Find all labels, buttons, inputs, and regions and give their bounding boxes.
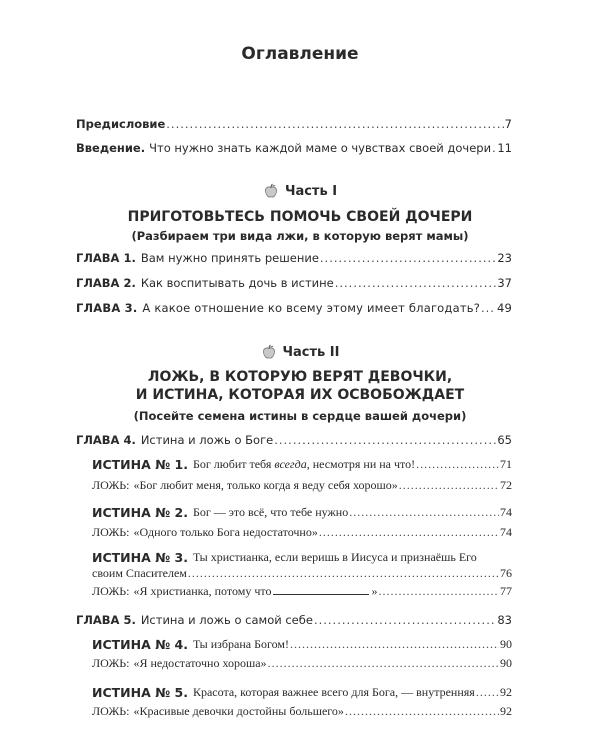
entry-label-bold: Введение. [76, 141, 146, 155]
page-number: 37 [497, 276, 512, 290]
truth-label: ИСТИНА № 5. [92, 685, 188, 700]
page-number: 76 [500, 566, 512, 580]
page-number: 11 [497, 141, 512, 155]
toc-entry-lie-1[interactable] [92, 478, 512, 493]
part-1-title: ПРИГОТОВЬТЕСЬ ПОМОЧЬ СВОЕЙ ДОЧЕРИ [127, 209, 473, 225]
fill-in-blank [273, 584, 369, 595]
lie-text: «Красивые девочки достойны большего» [133, 704, 344, 718]
page-number: 83 [497, 613, 512, 627]
leader-dots [349, 505, 499, 520]
page-number: 71 [500, 457, 512, 471]
lie-label: ЛОЖЬ: [92, 704, 130, 718]
page-title: Оглавление [241, 44, 359, 64]
toc-entry-truth-2[interactable] [92, 505, 512, 520]
part-2-title-line-1: ЛОЖЬ, В КОТОРУЮ ВЕРЯТ ДЕВОЧКИ, [147, 369, 453, 385]
leader-dots [481, 301, 496, 315]
chapter-number: ГЛАВА 1. [76, 251, 136, 265]
toc-entry-truth-3-line-1[interactable] [92, 550, 512, 565]
chapter-title: Как воспитывать дочь в истине [140, 276, 334, 290]
truth-text: своим Спасителем [92, 566, 187, 580]
toc-entry-lie-2[interactable] [92, 525, 512, 540]
page-number: 92 [500, 704, 512, 718]
toc-entry-preface[interactable] [76, 117, 512, 131]
page-number: 90 [500, 637, 512, 651]
part-label: Часть II [282, 344, 340, 360]
leader-dots [319, 525, 499, 540]
truth-label: ИСТИНА № 1. [92, 457, 188, 472]
toc-entry-lie-4[interactable] [92, 656, 512, 671]
toc-entry-chapter-3[interactable] [76, 301, 512, 315]
truth-text: Бог любит тебя всегда, несмотря ни на что! [192, 457, 416, 471]
toc-entry-lie-5[interactable] [92, 704, 512, 719]
apple-icon [261, 344, 277, 360]
leader-dots [416, 457, 499, 472]
chapter-number: ГЛАВА 3. [76, 301, 138, 315]
lie-text: «Я недостаточно хороша» [133, 656, 267, 670]
page-number: 74 [500, 505, 512, 519]
part-2-title-line-2: И ИСТИНА, КОТОРАЯ ИХ ОСВОБОЖДАЕТ [135, 387, 465, 403]
leader-dots [335, 276, 497, 290]
truth-label: ИСТИНА № 4. [92, 637, 188, 652]
toc-entry-truth-5[interactable] [92, 685, 512, 700]
chapter-title: Истина и ложь о Боге [140, 433, 274, 447]
page-number: 77 [500, 584, 512, 598]
truth-label: ИСТИНА № 2. [92, 505, 188, 520]
toc-entry-chapter-1[interactable] [76, 251, 512, 265]
lie-label: ЛОЖЬ: [92, 525, 130, 539]
leader-dots [492, 141, 496, 155]
leader-dots [188, 566, 499, 581]
entry-label: Что нужно знать каждой маме о чувствах своей дочери [149, 141, 492, 155]
part-2-subtitle: (Посейте семена истины в сердце вашей дочери) [133, 409, 467, 423]
page-number: 7 [504, 117, 512, 131]
leader-dots [274, 433, 496, 447]
toc-entry-lie-3[interactable] [92, 584, 512, 599]
chapter-number: ГЛАВА 5. [76, 613, 136, 627]
chapter-title: А какое отношение ко всему этому имеет благодать? [142, 301, 480, 315]
part-1-subtitle: (Разбираем три вида лжи, в которую верят мамы) [131, 229, 469, 243]
truth-text: Ты христианка, если веришь в Иисуса и признаёшь Его [192, 550, 477, 564]
part-2-heading [0, 344, 600, 360]
chapter-title: Истина и ложь о самой себе [140, 613, 313, 627]
page-number: 92 [500, 685, 512, 699]
part-1-heading [0, 183, 600, 199]
truth-text: Бог — это всё, что тебе нужно [192, 505, 349, 519]
chapter-number: ГЛАВА 4. [76, 433, 136, 447]
leader-dots [268, 656, 499, 671]
chapter-title: Вам нужно принять решение [140, 251, 319, 265]
truth-label: ИСТИНА № 3. [92, 550, 188, 565]
toc-entry-truth-1[interactable] [92, 457, 512, 472]
chapter-number: ГЛАВА 2. [76, 276, 136, 290]
page-number: 49 [496, 301, 512, 315]
entry-label: Предисловие [76, 117, 166, 131]
leader-dots [399, 478, 499, 493]
toc-entry-truth-4[interactable] [92, 637, 512, 652]
toc-entry-introduction[interactable] [76, 141, 512, 155]
leader-dots [320, 251, 496, 265]
truth-text: Ты избрана Богом! [192, 637, 289, 651]
toc-entry-chapter-2[interactable] [76, 276, 512, 290]
leader-dots [378, 584, 499, 599]
leader-dots [290, 637, 499, 652]
toc-entry-truth-3-line-2[interactable] [92, 566, 512, 581]
page-number: 72 [500, 478, 512, 492]
apple-icon [263, 183, 279, 199]
page-number: 90 [500, 656, 512, 670]
toc-entry-chapter-4[interactable] [76, 433, 512, 447]
lie-text: «Я христианка, потому что » [133, 584, 378, 598]
leader-dots [345, 704, 499, 719]
lie-text: «Бог любит меня, только когда я веду себя хорошо» [133, 478, 398, 492]
truth-text: Красота, которая важнее всего для Бога, — внутренняя [192, 685, 475, 699]
leader-dots [166, 117, 503, 131]
page-number: 74 [500, 525, 512, 539]
leader-dots [476, 685, 499, 700]
page-number: 65 [497, 433, 512, 447]
leader-dots [314, 613, 496, 627]
lie-label: ЛОЖЬ: [92, 478, 130, 492]
toc-entry-chapter-5[interactable] [76, 613, 512, 627]
lie-label: ЛОЖЬ: [92, 584, 130, 598]
part-label: Часть I [284, 183, 338, 199]
page-number: 23 [497, 251, 512, 265]
lie-text: «Одного только Бога недостаточно» [133, 525, 318, 539]
lie-label: ЛОЖЬ: [92, 656, 130, 670]
